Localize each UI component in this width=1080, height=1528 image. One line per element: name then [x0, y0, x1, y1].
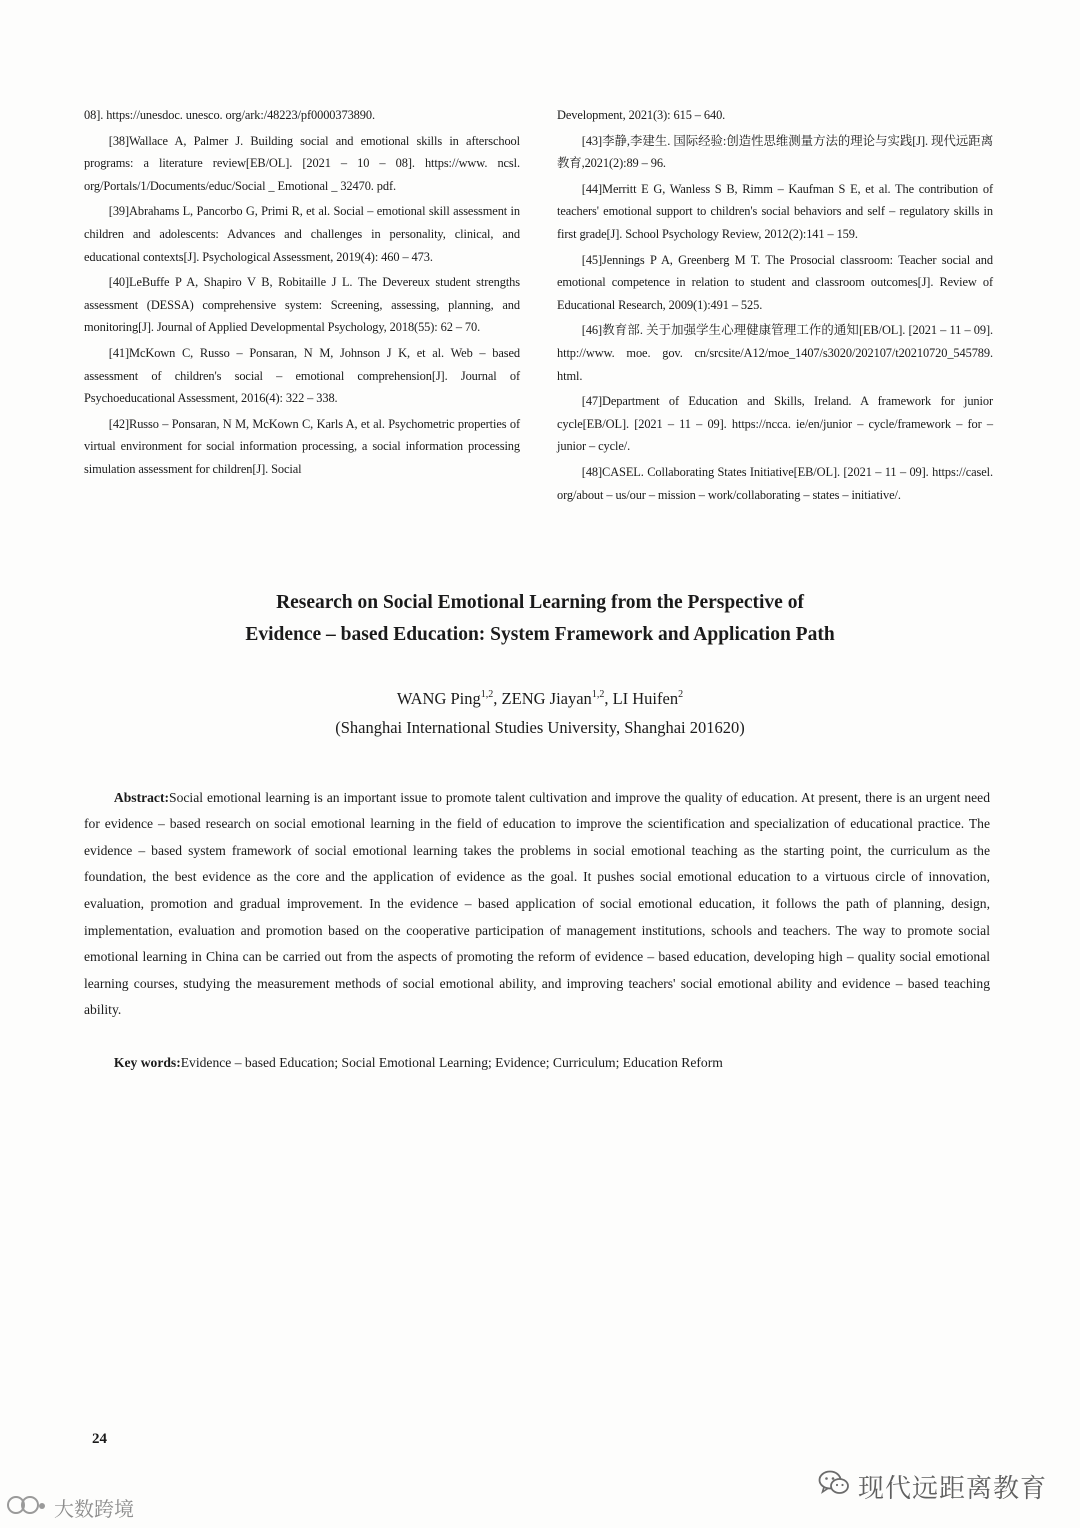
keywords-label: Key words: [113, 1054, 181, 1070]
abstract-label: Abstract: [113, 789, 170, 805]
watermark-wechat [818, 1466, 1047, 1506]
author-1-affiliation-mark: 1,2 [480, 689, 494, 700]
reference-46: [46]教育部. 关于加强学生心理健康管理工作的通知[EB/OL]. [2021 – 11 – 09]. http://www. moe. gov. cn/srcsite/A12/moe_1407/s3020/202107/t20210720_545789. html. [557, 323, 993, 383]
reference-40: [40]LeBuffe P A, Shapiro V B, Robitaille J L. The Devereux student strengths assessment (DESSA) comprehensive system: Screening, assessing, planning, and monitoring[J]. Journal of Applied Developmental Psychology, 2018(55): 62 – 70. [84, 275, 520, 335]
reference-39: [39]Abrahams L, Pancorbo G, Primi R, et al. Social – emotional skill assessment in children and adolescents: Advances and challenges in personality, clinical, and educational contexts[J]. Psychological Assessment, 2019(4): 460 – 473. [84, 204, 520, 264]
reference-38: [38]Wallace A, Palmer J. Building social and emotional skills in afterschool programs: a literature review[EB/OL]. [2021 – 10 – 08]. https://www. ncsl. org/Portals/1/Documents/educ/Social _ Emotional _ 32470. pdf. [84, 133, 520, 193]
reference-37-continued: 08]. https://unesdoc. unesco. org/ark:/48223/pf0000373890. [84, 108, 375, 122]
author-3-affiliation-mark: 2 [678, 689, 684, 700]
reference-47: [47]Department of Education and Skills, Ireland. A framework for junior cycle[EB/OL]. [2021 – 11 – 09]. https://ncca. ie/en/junior – cycle/framework – for – junior – cycle/. [557, 394, 993, 454]
affiliation: (Shanghai International Studies University, Shanghai 201620) [335, 718, 745, 737]
abstract-text: Social emotional learning is an important issue to promote talent cultivation and improve the quality of education. At present, there is an urgent need for evidence – based research on social emotional learning in the field of education to improve the scientification and specialization of educational practice. The evidence – based system framework of social emotional learning takes the problems in social emotional teaching as the starting point, the curriculum as the foundation, the best evidence as the core and the application of evidence as the goal. It pushes social emotional education to a virtuous circle of innovation, evaluation, promotion and gradual improvement. In the evidence – based application of social emotional education, it follows the path of planning, design, implementation, evaluation and promotion based on the cooperative participation of management institutions, schools and teachers. The way to promote social emotional learning in China can be carried out from the aspects of promoting the reform of evidence – based education, developing high – quality social emotional learning courses, studying the measurement methods of social emotional ability, and improving teachers' social emotional ability and evidence – based teaching ability. [84, 789, 990, 1018]
reference-43: [43]李静,李建生. 国际经验:创造性思维测量方法的理论与实践[J]. 现代远距离教育,2021(2):89 – 96. [557, 133, 993, 171]
logo-icon [6, 1493, 50, 1522]
watermark-source-text: 大数跨境 [54, 1496, 134, 1521]
watermark-source [6, 1492, 134, 1522]
reference-42: [42]Russo – Ponsaran, N M, McKown C, Karls A, et al. Psychometric properties of virtual environment for social information processing, a social information processing simulation assessment for children[J]. Social [84, 416, 520, 476]
references-left-column [84, 104, 520, 484]
wechat-icon [818, 1469, 850, 1504]
watermark-wechat-text: 现代远距离教育 [858, 1473, 1048, 1504]
paper-title-line-1: Research on Social Emotional Learning from the Perspective of [276, 592, 804, 613]
author-1: WANG Ping [396, 689, 481, 708]
reference-42-continued: Development, 2021(3): 615 – 640. [557, 108, 726, 122]
author-list: WANG Ping$^{1,2}$, ZENG Jiayan$^{1,2}$, LI Huifen$^2$ [396, 689, 684, 708]
abstract [84, 785, 990, 1024]
references-right-column [557, 104, 993, 509]
author-2: ZENG Jiayan [501, 689, 592, 708]
reference-41: [41]McKown C, Russo – Ponsaran, N M, Johnson J K, et al. Web – based assessment of children's social – emotional comprehension[J]. Journal of Psychoeducational Assessment, 2016(4): 322 – 338. [84, 345, 520, 406]
keywords [84, 1050, 990, 1077]
paper-title-line-2: Evidence – based Education: System Framework and Application Path [245, 624, 835, 645]
keywords-text: Evidence – based Education; Social Emotional Learning; Evidence; Curriculum; Education Reform [180, 1054, 723, 1070]
page-number: 24 [92, 1431, 107, 1447]
paper-title [100, 587, 980, 651]
reference-45: [45]Jennings P A, Greenberg M T. The Prosocial classroom: Teacher social and emotional competence in relation to student and classroom outcomes[J]. Review of Educational Research, 2009(1):491 – 525. [557, 252, 993, 312]
author-3: LI Huifen [612, 689, 679, 708]
reference-44: [44]Merritt E G, Wanless S B, Rimm – Kaufman S E, et al. The contribution of teachers' emotional support to children's social behaviors and self – regulatory skills in first grade[J]. School Psychology Review, 2012(2):141 – 159. [557, 181, 993, 241]
author-2-affiliation-mark: 1,2 [591, 689, 605, 700]
reference-48: [48]CASEL. Collaborating States Initiative[EB/OL]. [2021 – 11 – 09]. https://casel. org/about – us/our – mission – work/collaborating – states – initiative/. [557, 464, 993, 502]
